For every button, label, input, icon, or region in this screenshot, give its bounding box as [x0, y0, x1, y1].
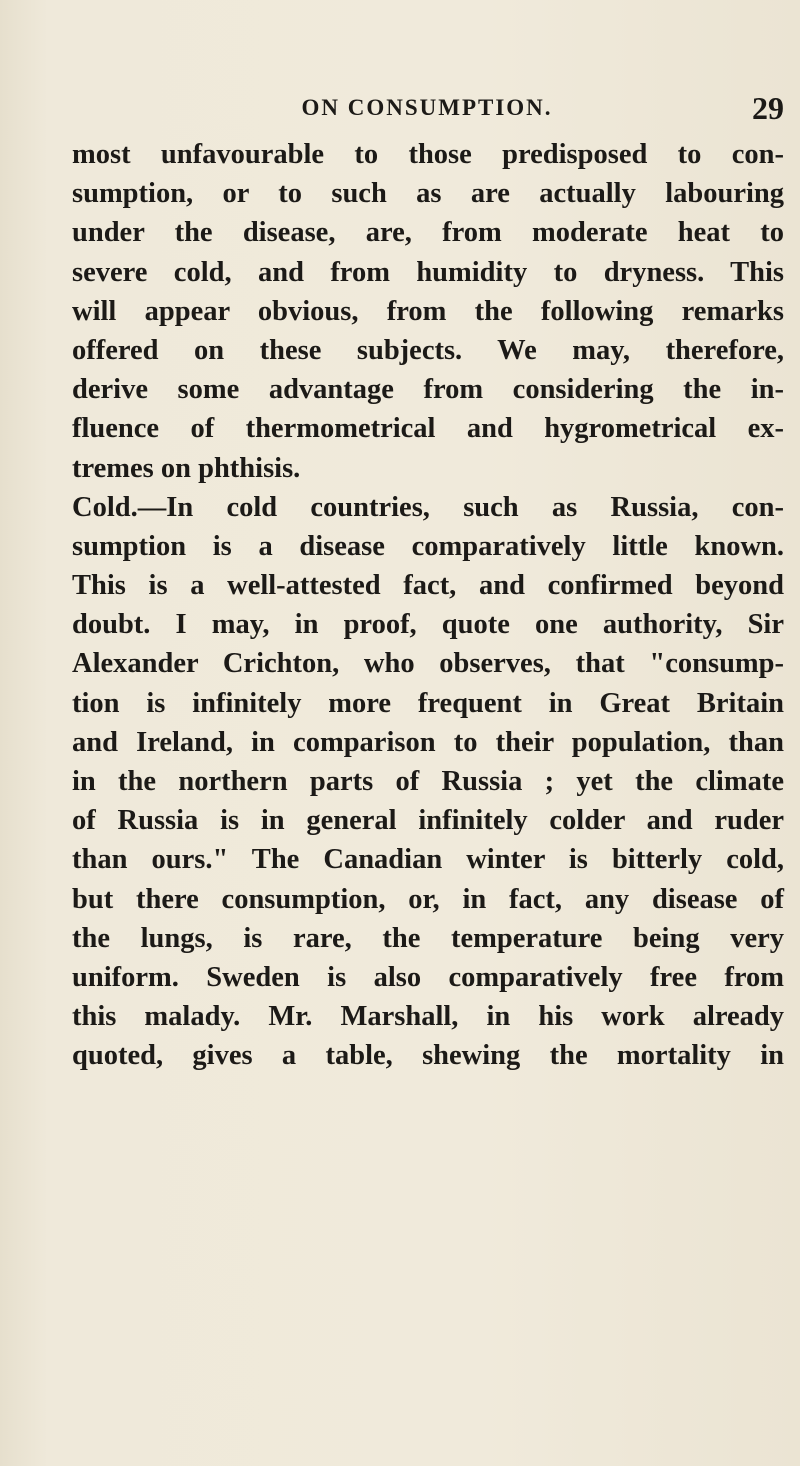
text-line: this malady. Mr. Marshall, in his work already	[72, 1001, 784, 1033]
text-line: sumption, or to such as are actually labouring	[72, 178, 784, 210]
text-line: quoted, gives a table, shewing the mortality in	[72, 1040, 784, 1072]
text-line: than ours." The Canadian winter is bitterly cold,	[72, 844, 784, 876]
running-head	[70, 88, 784, 128]
text-line: in the northern parts of Russia ; yet the climate	[72, 766, 784, 797]
text-line: under the disease, are, from moderate heat to	[72, 217, 784, 249]
paragraph-end-line: tremes on phthisis.	[72, 452, 301, 484]
text-line: severe cold, and from humidity to dryness. This	[72, 256, 784, 288]
body-text	[72, 135, 784, 1076]
text-line: the lungs, is rare, the temperature being very	[72, 922, 784, 954]
text-line: derive some advantage from considering the in-	[72, 374, 784, 406]
text-line: Alexander Crichton, who observes, that "consump-	[72, 648, 784, 680]
text-line: will appear obvious, from the following remarks	[72, 295, 784, 327]
text-line: sumption is a disease comparatively little known.	[72, 530, 784, 562]
text-line: of Russia is in general infinitely colder and ruder	[72, 805, 784, 837]
text-line: uniform. Sweden is also comparatively free from	[72, 961, 784, 993]
text-line: tion is infinitely more frequent in Great Britain	[72, 687, 784, 719]
text-line: This is a well-attested fact, and confirmed beyond	[72, 570, 784, 602]
text-line: offered on these subjects. We may, therefore,	[72, 334, 784, 366]
section-start-line: Cold.—In cold countries, such as Russia, con-	[72, 491, 784, 523]
text-line: and Ireland, in comparison to their population, than	[72, 726, 784, 758]
text-line: but there consumption, or, in fact, any disease of	[72, 883, 784, 915]
running-title: ON CONSUMPTION.	[301, 95, 553, 120]
text-line: fluence of thermometrical and hygrometrical ex-	[72, 413, 784, 445]
text-line: doubt. I may, in proof, quote one authority, Sir	[72, 609, 784, 641]
text-line: most unfavourable to those predisposed to con-	[72, 139, 784, 170]
page-number: 29	[752, 90, 784, 126]
